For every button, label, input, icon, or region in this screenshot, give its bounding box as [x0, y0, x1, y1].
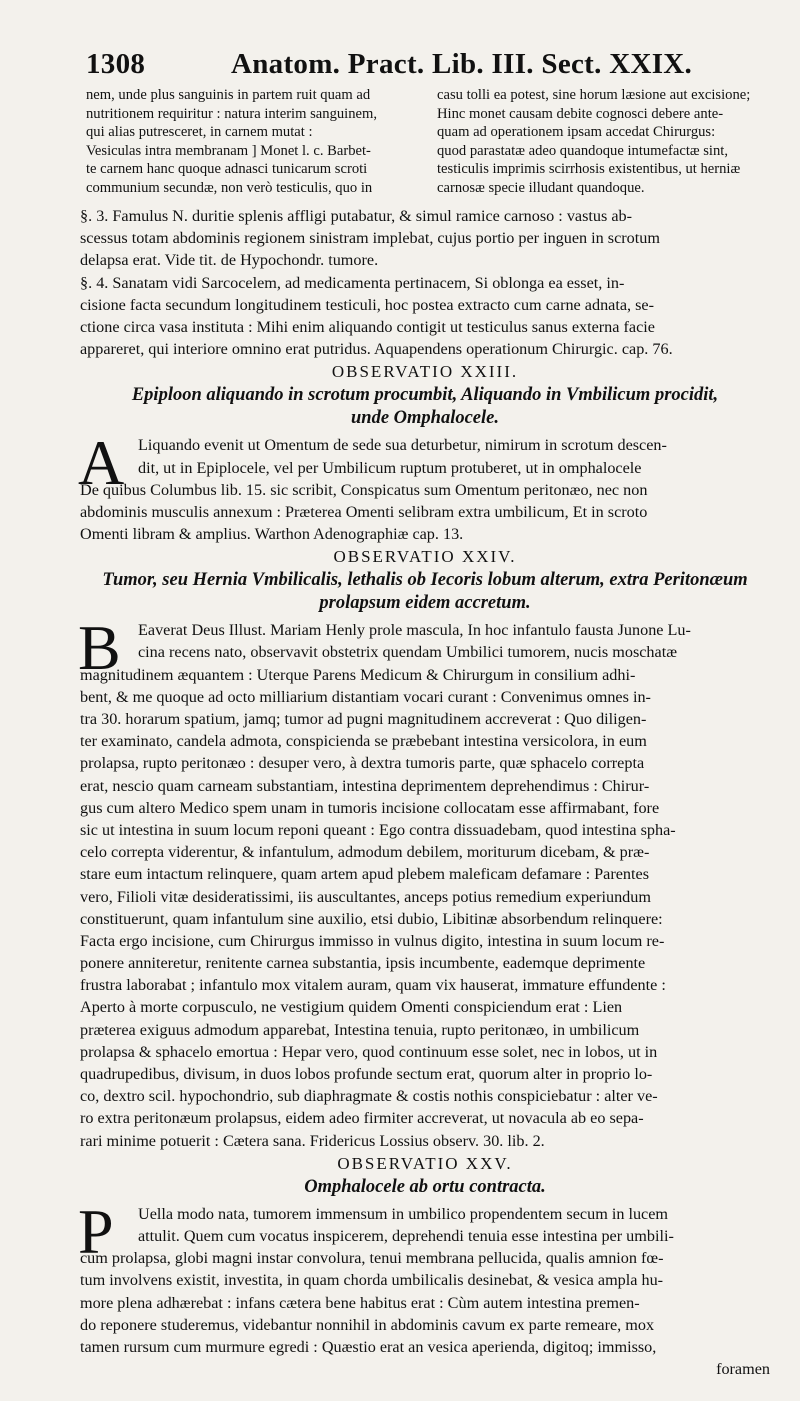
text-line: frustra laborabat ; infantulo mox vitalem auram, quam vix hauserat, immature effundente : [80, 976, 666, 995]
observation-23-title-cont: unde Omphalocele. [351, 408, 499, 429]
text-line: quod parastatæ adeo quandoque intumefactæ sint, [437, 142, 728, 159]
observation-25-title: Omphalocele ab ortu contracta. [304, 1176, 546, 1197]
text-line: præterea exiguus admodum apparebat, Intestina tenuia, rupto peritonæo, in umbilicum [80, 1020, 640, 1039]
text-line: Hinc monet causam debite cognosci debere ante- [437, 105, 724, 122]
text-line: delapsa erat. Vide tit. de Hypochondr. tumore. [80, 251, 379, 270]
text-line: ponere anniteretur, renitente carnea substantia, ipsis incumbente, eademque deprimente [80, 954, 646, 973]
running-header [86, 48, 776, 84]
text-line: Vesiculas intra membranam ] Monet l. c. Barbet- [86, 142, 371, 159]
text-line: tum involvens existit, investita, in quam chorda umbilicalis desinebat, & vesica ampla hu- [80, 1271, 664, 1290]
text-line: ter examinato, candela admota, conspicienda se præbebant intestina versicolora, in eum [80, 732, 647, 751]
text-line: §. 3. Famulus N. duritie splenis affligi putabatur, & simul ramice carnoso : vastus ab- [80, 207, 633, 225]
text-line: Facta ergo incisione, cum Chirurgus immisso in vulnus digito, intestina in suum locum re- [80, 931, 665, 950]
left-column [86, 86, 416, 198]
section-4 [80, 272, 770, 361]
text-line: vero, Filioli vitæ desideratissimi, iis auscultantes, anceps potius remedium experiundum [80, 887, 651, 906]
text-line: attulit. Quem cum vocatus inspicerem, deprehendi tenuia esse intestina per umbili- [138, 1226, 674, 1245]
text-line: prolapsa & sphacelo emortua : Hepar vero, quod continuum esse solet, nec in lobos, ut in [80, 1042, 658, 1061]
page-number: 1308 [86, 48, 146, 80]
observation-23-body [78, 427, 770, 545]
observation-25-body [78, 1195, 770, 1381]
text-line: tra 30. horarum spatium, jamq; tumor ad pugni magnitudinem accreverat : Quo diligen- [80, 710, 647, 728]
section-3 [80, 205, 770, 272]
drop-cap: A [78, 427, 125, 499]
text-line: co, dextro scil. hypochondrio, sub diaphragmate & costis nothis conspiciebatur : alter ve- [80, 1087, 658, 1106]
text-line: more plena adhærebat : infans cætera bene habitus erat : Cùm autem intestina premen- [80, 1293, 640, 1312]
text-line: ctione circa vasa instituta : Mihi enim aliquando contigit ut testiculus sanus externa facie [80, 317, 655, 336]
text-line: abdominis musculis annexum : Præterea Omenti selibram extra umbilicum, Et in scroto [80, 502, 648, 521]
catchword: foramen [716, 1360, 770, 1379]
observation-23-title: Epiploon aliquando in scrotum procumbit, Aliquando in Vmbilicum procidit, [131, 385, 719, 406]
main-text [80, 205, 770, 1380]
text-line: ro extra peritonæum prolapsus, eidem adeo firmiter accreverat, ut novacula ab eo sepa- [80, 1109, 644, 1128]
observation-24-title: Tumor, seu Hernia Vmbilicalis, lethalis ob Iecoris lobum alterum, extra Peritonæum [102, 570, 748, 591]
text-line: dit, ut in Epiplocele, vel per Umbilicum ruptum protuberet, ut in omphalocele [138, 458, 642, 477]
text-line: constituerunt, quam infantulum sine auxilio, etsi dubio, Libitinæ absorbendum relinquere: [80, 909, 663, 928]
text-line: sic ut intestina in suum locum reponi queant : Ego contra dissuadebam, quod intestina spha- [80, 820, 676, 839]
observation-24-heading: OBSERVATIO XXIV. [333, 547, 517, 567]
text-line: quam ad operationem ipsam accedat Chirurgus: [437, 124, 716, 141]
text-line: Liquando evenit ut Omentum de sede sua deturbetur, nimirum in scrotum descen- [138, 436, 667, 455]
text-line: erat, nescio quam carneam substantiam, intestina deprimentem deprehendimus : Chirur- [80, 776, 650, 795]
text-line: casu tolli ea potest, sine horum læsione aut excisione; [437, 87, 751, 103]
text-line: magnitudinem æquantem : Uterque Parens Medicum & Chirurgum in consilium adhi- [80, 665, 636, 684]
text-line: prolapsa, rupto peritonæo : desuper vero, à dextra tumoris parte, quæ sphacelo correpta [80, 754, 645, 773]
drop-cap: P [78, 1195, 114, 1267]
text-line: gus cum altero Medico spem unam in tumoris incisione collocatam esse affirmabant, fore [80, 798, 660, 817]
right-column [437, 86, 767, 198]
drop-cap: B [78, 612, 121, 684]
text-line: cisione facta secundum longitudinem testiculi, hoc postea extracto cum carne adnata, se- [80, 295, 654, 314]
text-line: cum prolapsa, globi magni instar convolura, tenui membrana pellucida, qualis amnion fœ- [80, 1249, 664, 1268]
text-line: quadrupedibus, divisum, in duos lobos profunde sectum erat, quorum alter in proprio lo- [80, 1065, 653, 1083]
text-line: Aperto à morte corpusculo, ne vestigium quidem Omenti conspiciendum erat : Lien [80, 998, 623, 1017]
text-line: Uella modo nata, tumorem immensum in umbilico propendentem secum in lucem [138, 1204, 669, 1223]
text-line: De quibus Columbus lib. 15. sic scribit, Conspicatus sum Omentum peritonæo, nec non [80, 480, 648, 499]
text-line: nem, unde plus sanguinis in partem ruit quam ad [86, 87, 371, 103]
text-line: do reponere studeremus, videbantur nonnihil in abdominis cavum ex parte remeare, mox [80, 1315, 655, 1334]
text-line: bent, & me quoque ad octo milliarium distantiam vocari curant : Convenimus omnes in- [80, 687, 651, 706]
text-line: qui alias putresceret, in carnem mutat : [86, 124, 313, 141]
text-line: §. 4. Sanatam vidi Sarcocelem, ad medicamenta pertinacem, Si oblonga ea esset, in- [80, 273, 625, 292]
text-line: Omenti libram & amplius. Warthon Adenographiæ cap. 13. [80, 525, 464, 544]
text-line: communium secundæ, non verò testiculis, quo in [86, 179, 373, 196]
text-line: appareret, qui interiore omnino erat putridus. Aquapendens operationum Chirurgic. cap. 76. [80, 340, 673, 359]
text-line: stare eum intactum relinquere, quam artem apud plebem maleficam defamare : Parentes [80, 865, 650, 884]
observation-25-heading: OBSERVATIO XXV. [337, 1153, 513, 1173]
text-line: scessus totam abdominis regionem sinistram implebat, cujus portio per inguen in scrotum [80, 229, 660, 248]
text-line: celo correpta viderentur, & infantulum, admodum debilem, moriturum dicebam, & præ- [80, 843, 650, 862]
text-line: testiculis imprimis scirrhosis existentibus, ut herniæ [437, 161, 741, 178]
text-line: Eaverat Deus Illust. Mariam Henly prole mascula, In hoc infantulo fausta Junone Lu- [138, 621, 691, 640]
observation-23-heading: OBSERVATIO XXIII. [331, 362, 519, 382]
observation-24-body [78, 612, 770, 1152]
running-title: Anatom. Pract. Lib. III. Sect. XXIX. [231, 48, 693, 80]
text-line: carnosæ specie illudant quandoque. [437, 179, 645, 196]
text-line: tamen rursum cum murmure egredi : Quæstio erat an vesica aperienda, digitoq; immisso, [80, 1337, 657, 1356]
text-line: rari minime potuerit : Cætera sana. Fridericus Lossius observ. 30. lib. 2. [80, 1131, 545, 1150]
text-line: te carnem hanc quoque adnasci tunicarum scroti [86, 161, 368, 178]
observation-24-title-cont: prolapsum eidem accretum. [319, 593, 531, 614]
text-line: cina recens nato, observavit obstetrix quendam Umbilici tumorem, nucis moschatæ [138, 643, 678, 662]
text-line: nutritionem requiritur : natura interim sanguinem, [86, 105, 377, 122]
